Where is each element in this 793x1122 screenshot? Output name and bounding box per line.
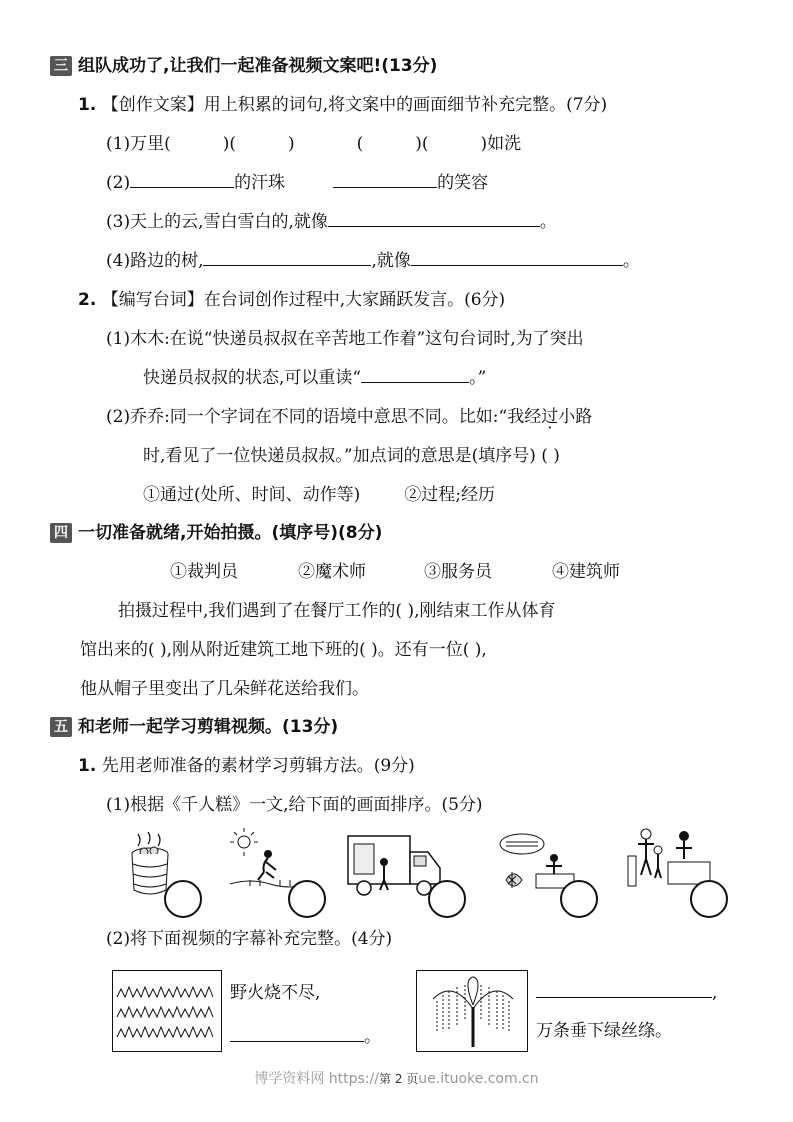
- item1-part-e: )(: [415, 134, 429, 154]
- s3-q1-item-1: [106, 133, 521, 155]
- answer-blank[interactable]: [333, 173, 437, 188]
- s3-q2-p1-line2: [143, 367, 486, 389]
- section-3-title: 组队成功了,让我们一起准备视频文案吧!(13分): [78, 56, 438, 76]
- s3-q1-item-3: [106, 211, 557, 233]
- section-3-badge: 三: [50, 56, 72, 76]
- answer-blank[interactable]: [536, 983, 712, 998]
- item1-part-f: )如洗: [480, 134, 522, 154]
- item1-part-a: (1)万里(: [106, 134, 171, 154]
- section-5-badge: 五: [50, 717, 72, 737]
- s5-q1-text: 先用老师准备的素材学习剪辑方法。(9分): [101, 756, 415, 776]
- option-1: ①通过(处所、时间、动作等): [143, 485, 361, 505]
- p1-line2-b: 。”: [469, 368, 487, 388]
- caption-left-2: [230, 1026, 381, 1048]
- caption-right-1: [536, 982, 717, 1004]
- s5-q1-number: 1.: [78, 756, 97, 776]
- item4-part-a: (4)路边的树,: [106, 251, 204, 271]
- willow-tree-picture: [416, 970, 528, 1052]
- s3-q1-number: 1.: [78, 95, 97, 115]
- order-circle-4[interactable]: [560, 880, 598, 918]
- footer-url: ue.ituoke.com.cn: [418, 1071, 539, 1087]
- page-number: 第 2 页: [379, 1072, 419, 1086]
- s4-passage-line2: 馆出来的( ),刚从附近建筑工地下班的( )。还有一位( ),: [80, 640, 487, 660]
- s3-q1-text: 【创作文案】用上积累的词句,将文案中的画面细节补充完整。(7分): [101, 95, 608, 115]
- answer-blank[interactable]: [130, 173, 234, 188]
- item2-part-a: (2): [106, 173, 131, 193]
- s3-q2-p2-line1: [106, 406, 592, 428]
- s3-q2-p2-line2: 时,看见了一位快递员叔叔。”加点词的意思是(填序号) ( ): [143, 446, 560, 466]
- s4-option-3: ③服务员: [424, 562, 492, 582]
- p1-line2-a: 快递员叔叔的状态,可以重读“: [143, 368, 362, 388]
- item2-part-c: 的笑容: [437, 173, 489, 193]
- page-footer: [0, 1068, 793, 1088]
- s3-q1-item-4: [106, 250, 640, 272]
- s4-passage-line1: 拍摄过程中,我们遇到了在餐厅工作的( ),刚结束工作从体育: [118, 601, 556, 621]
- p2-line1-a: (2)乔乔:同一个字词在不同的语境中意思不同。比如:“我经: [106, 407, 542, 427]
- caption-left-1: 野火烧不尽,: [230, 983, 321, 1003]
- s3-q2: [78, 289, 505, 311]
- section-5-heading: [50, 716, 338, 738]
- option-2: ②过程;经历: [404, 485, 495, 505]
- s3-q2-number: 2.: [78, 290, 97, 310]
- s4-option-1: ①裁判员: [170, 562, 238, 582]
- willow-tree-icon: [423, 975, 521, 1047]
- footer-site: 博学资料网 https://: [254, 1071, 379, 1087]
- answer-blank[interactable]: [203, 251, 371, 266]
- item4-part-c: 。: [622, 251, 640, 271]
- section-4-heading: [50, 522, 382, 544]
- order-circle-1[interactable]: [164, 880, 202, 918]
- item3-part-a: (3)天上的云,雪白雪白的,就像: [106, 212, 328, 232]
- s5-sub2: (2)将下面视频的字幕补充完整。(4分): [106, 929, 393, 949]
- s5-sub1: (1)根据《千人糕》一文,给下面的画面排序。(5分): [106, 795, 483, 815]
- grass-field-picture: [112, 970, 222, 1052]
- answer-blank[interactable]: [328, 212, 540, 227]
- item3-part-b: 。: [539, 212, 557, 232]
- s3-q2-p1-line1: (1)木木:在说“快递员叔叔在辛苦地工作着”这句台词时,为了突出: [106, 329, 584, 349]
- answer-blank[interactable]: [361, 368, 469, 383]
- answer-blank[interactable]: [411, 251, 623, 266]
- s4-passage-line3: 他从帽子里变出了几朵鲜花送给我们。: [80, 679, 369, 699]
- dotted-word: 过: [541, 407, 559, 427]
- order-circle-2[interactable]: [288, 880, 326, 918]
- item1-part-b: )(: [222, 134, 236, 154]
- item1-part-c: ): [287, 134, 295, 154]
- s3-q1-item-2: [106, 172, 488, 194]
- s3-q2-options: [143, 484, 495, 506]
- item4-part-b: ,就像: [371, 251, 411, 271]
- caption-left-2-end: 。: [364, 1027, 381, 1047]
- item2-part-b: 的汗珠: [234, 173, 286, 193]
- order-circle-3[interactable]: [428, 880, 466, 918]
- answer-blank[interactable]: [230, 1027, 364, 1042]
- s3-q2-text: 【编写台词】在台词创作过程中,大家踊跃发言。(6分): [101, 290, 506, 310]
- s5-q1: [78, 755, 415, 777]
- section-4-title: 一切准备就绪,开始拍摄。(填序号)(8分): [78, 523, 383, 543]
- section-5-title: 和老师一起学习剪辑视频。(13分): [78, 717, 339, 737]
- grass-field-icon: [117, 977, 217, 1045]
- order-circle-5[interactable]: [690, 880, 728, 918]
- caption-right-2: 万条垂下绿丝绦。: [536, 1021, 672, 1041]
- p2-line1-b: 小路: [558, 407, 593, 427]
- s4-option-4: ④建筑师: [552, 562, 620, 582]
- item1-part-d: (: [356, 134, 364, 154]
- s3-q1: [78, 94, 607, 116]
- s4-option-2: ②魔术师: [298, 562, 366, 582]
- caption-right-1-end: ,: [712, 983, 718, 1003]
- section-3-heading: [50, 55, 437, 77]
- section-4-badge: 四: [50, 523, 72, 543]
